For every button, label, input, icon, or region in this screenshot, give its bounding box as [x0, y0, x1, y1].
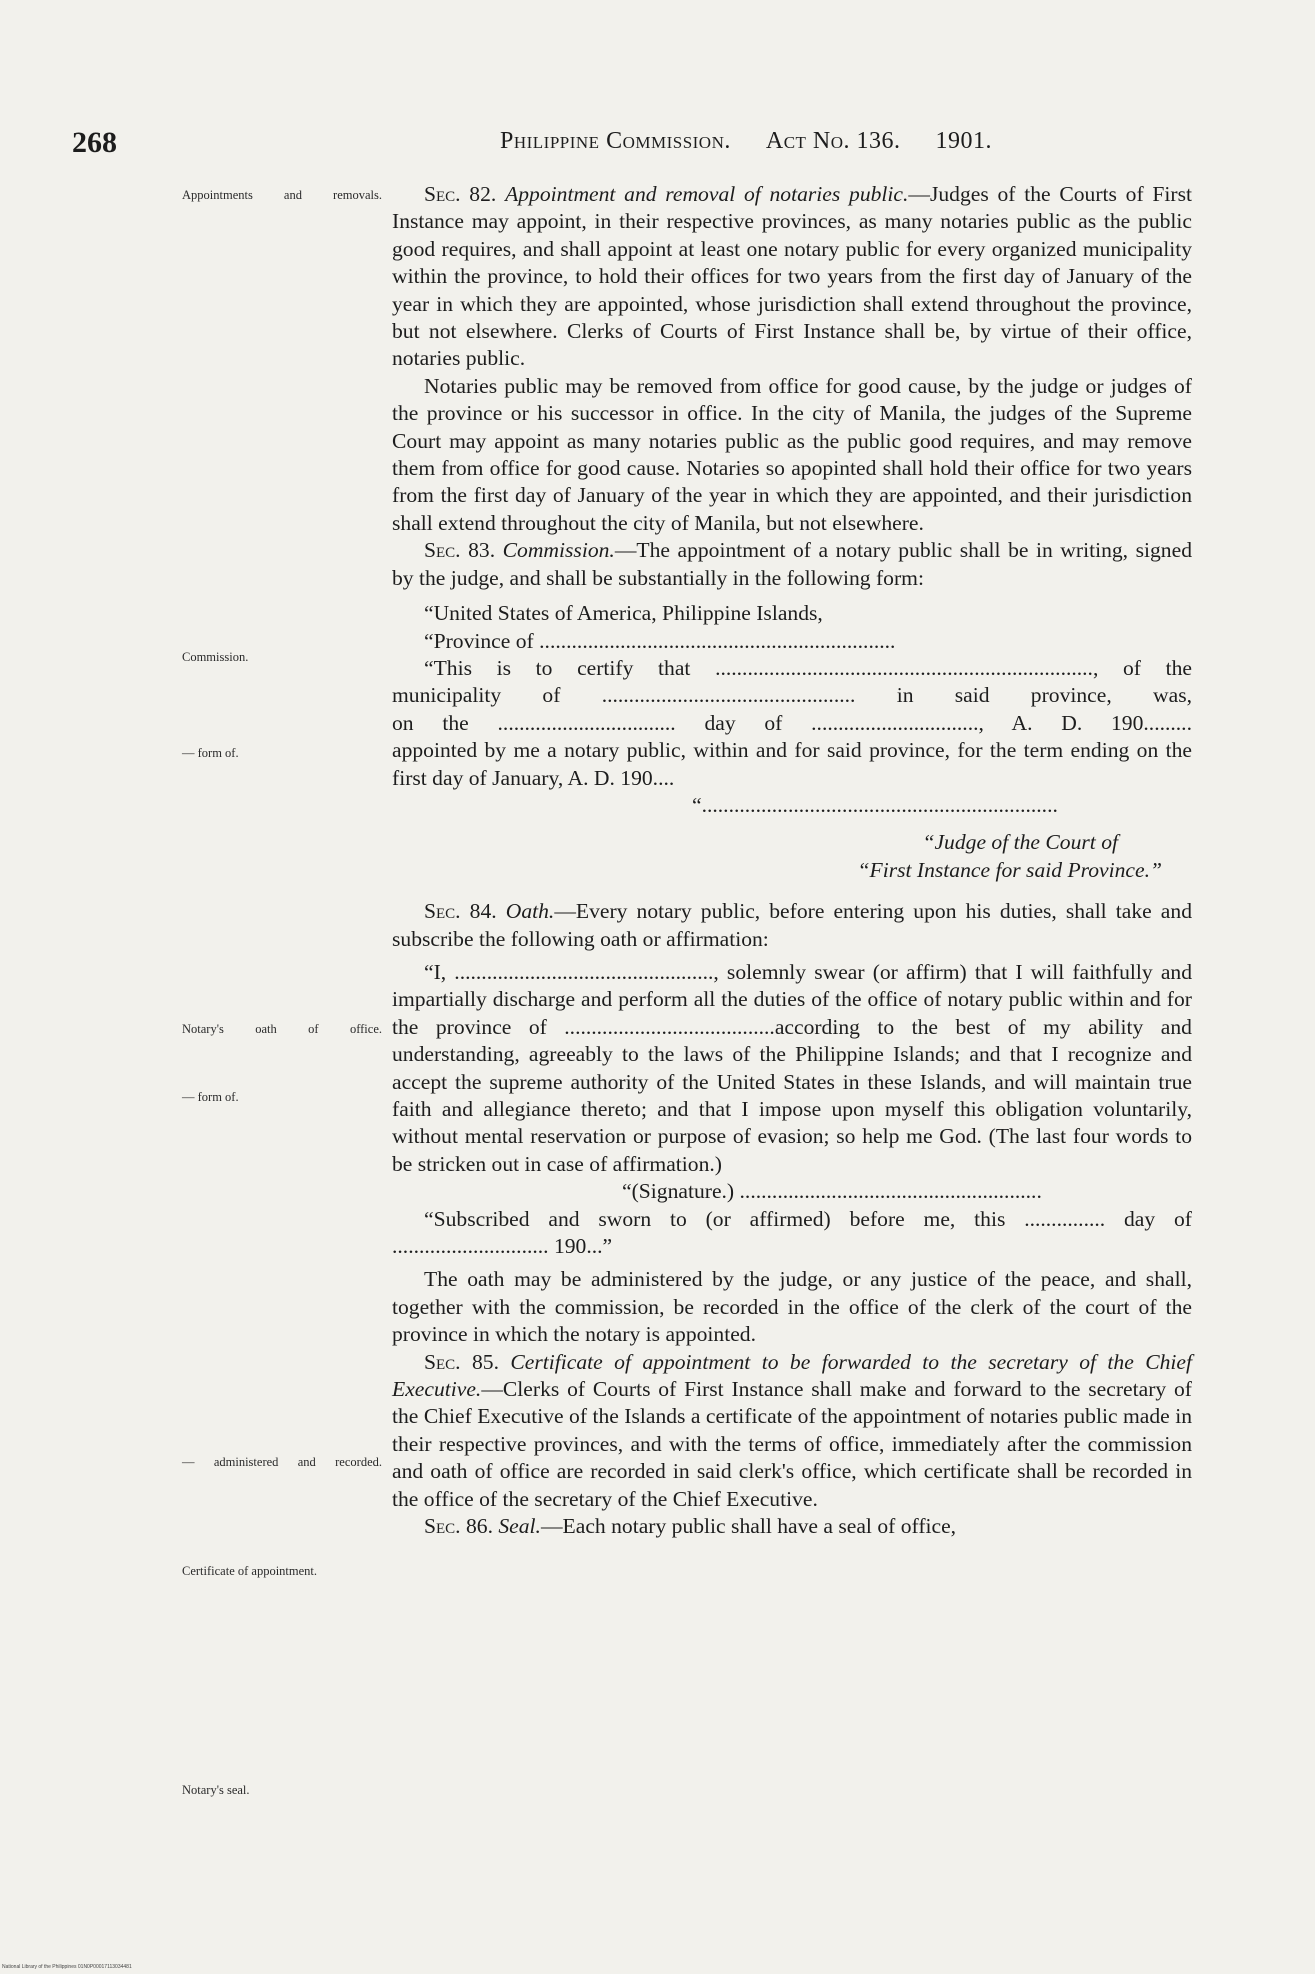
judge-line2: “First Instance for said Province.”	[857, 857, 1162, 882]
section-85-text: —Clerks of Courts of First Instance shall make and forward to the secretary of the Chief Executive of the Islands a certificate of the appointment of notaries public made in their respective provinces, and with the terms of office, immediately after the commission and oath of office are recorded in said clerk's office, which certificate shall be recorded in the office of the secretary of the Chief Executive.	[392, 1377, 1192, 1511]
oath-signature	[392, 1178, 1192, 1205]
library-watermark: National Library of the Philippines 01N0P00017113034481	[2, 1964, 132, 1970]
oath-text-part2: according to the best of my ability and understanding, agreeably to the laws of the Philippine Islands; and that I recognize and accept the supreme authority of the United States in these Islands, and will maintain true faith and allegiance thereto; and that I impose upon myself this obligation voluntarily, without mental reservation or purpose of evasion; so help me God. (The last four words to be stricken out in case of affirmation.)	[392, 1014, 1192, 1176]
main-text	[392, 181, 1192, 1541]
margin-note-commission: Commission.	[182, 650, 249, 664]
section-86-text: —Each notary public shall have a seal of office,	[540, 1514, 957, 1539]
subscribed-dots2: .............................	[392, 1234, 549, 1259]
form-municipality-label: municipality of	[392, 683, 602, 708]
oath-text-part1: , solemnly swear (or affirm) that I will faithfully and impartially discharge and perform all the duties of the office of notary public within and for the province of	[392, 959, 1192, 1039]
margin-note-administered: — administered and recorded.	[182, 1455, 382, 1469]
form-year-dots: .........	[1143, 710, 1192, 735]
oath-name-dots: ................................................	[454, 959, 714, 984]
margin-note-seal: Notary's seal.	[182, 1783, 250, 1797]
section-83-label: Sec. 83.	[424, 538, 496, 563]
form-certify-dots: ......................................................................	[715, 655, 1093, 680]
section-85-label: Sec. 85.	[424, 1349, 499, 1374]
section-83	[392, 537, 1192, 592]
section-82-text: —Judges of the Courts of First Instance may appoint, in their respective provinces, as many notaries public as the public good requires, and shall appoint at least one notary public for every organized municipality within the province, to hold their offices for two years from the first day of January of the year in which they are appointed, whose jurisdiction shall extend throughout the province, but not elsewhere. Clerks of Courts of First Instance shall be, by virtue of their office, notaries public.	[392, 182, 1192, 371]
commission-signature-dots: “..................................................................	[692, 792, 1058, 817]
oath-i: “I,	[424, 959, 455, 984]
section-85-title: Certificate of appointment to be forwarded to the secretary of the Chief Executive.	[392, 1349, 1192, 1402]
form-date-dots2: ...............................	[811, 710, 979, 735]
section-82-title: Appointment and removal of notaries public.	[505, 182, 909, 206]
form-certify-label: “This is to certify that	[424, 655, 716, 680]
margin-note-appointments: Appointments and removals.	[182, 188, 382, 202]
commission-form-line1: “United States of America, Philippine Islands,	[424, 601, 823, 626]
oath-signature-dots: ........................................................	[739, 1179, 1042, 1204]
form-certify-suffix: , of the	[1092, 655, 1192, 680]
form-date-label: on the	[392, 710, 498, 735]
subscribed-day-of: day of	[1105, 1206, 1192, 1231]
section-82	[392, 181, 1192, 373]
oath-form	[392, 959, 1192, 1178]
section-83-title: Commission.	[502, 538, 615, 563]
running-head-act: Act No. 136.	[765, 128, 901, 154]
section-82-para2: Notaries public may be removed from office for good cause, by the judge or judges of the province or his successor in office. In the city of Manila, the judges of the Supreme Court may appoint as many notaries public as the public good requires, and may remove them from office for good cause. Notaries so apopinted shall hold their office for two years from the first day of January of the year in which they are appointed, and their jurisdiction shall extend throughout the city of Manila, but not elsewhere.	[392, 373, 1192, 535]
running-head-year: 1901.	[935, 128, 993, 154]
form-province-dots: ..................................................................	[539, 628, 896, 653]
running-head	[500, 128, 992, 155]
oath-subscribed	[392, 1206, 1192, 1261]
form-province-label: “Province of	[424, 628, 540, 653]
form-date-dots1: .................................	[497, 710, 676, 735]
margin-note-form-commission: — form of.	[182, 746, 239, 760]
margin-note-form-oath: — form of.	[182, 1090, 239, 1104]
oath-administered: The oath may be administered by the judge, or any justice of the peace, and shall, together with the commission, be recorded in the office of the clerk of the court of the province in which the notary is appointed.	[392, 1267, 1192, 1347]
form-municipality-dots: ...............................................	[601, 683, 856, 708]
subscribed-dots1: ...............	[1024, 1206, 1106, 1231]
form-day-of: day of	[675, 710, 812, 735]
commission-form-line3	[392, 655, 1192, 682]
oath-province-dots: .......................................	[564, 1014, 775, 1039]
subscribed-text: “Subscribed and sworn to (or affirmed) before me, this	[424, 1206, 1025, 1231]
commission-form-line5	[392, 710, 1192, 737]
judge-line1: “Judge of the Court of	[922, 830, 1118, 855]
oath-signature-label: “(Signature.)	[622, 1179, 735, 1204]
section-86-title: Seal.	[498, 1514, 541, 1539]
form-municipality-suffix: in said province, was,	[855, 683, 1193, 708]
margin-note-oath: Notary's oath of office.	[182, 1022, 382, 1036]
running-head-title: Philippine Commission.	[500, 128, 731, 154]
margin-note-certificate: Certificate of appointment.	[182, 1564, 318, 1578]
section-86-label: Sec. 86.	[424, 1514, 493, 1539]
section-85	[392, 1349, 1192, 1513]
commission-form-line4	[392, 682, 1192, 709]
section-86	[392, 1513, 1192, 1540]
section-82-label: Sec. 82.	[424, 182, 497, 206]
subscribed-year: 190...”	[548, 1234, 613, 1259]
section-84-title: Oath.	[505, 899, 555, 924]
commission-form-line2	[392, 628, 1192, 655]
section-84-label: Sec. 84.	[424, 899, 497, 924]
page-number: 268	[72, 126, 117, 159]
section-84-text: —Every notary public, before entering upon his duties, shall take and subscribe the following oath or affirmation:	[392, 899, 1192, 951]
commission-form-line6: appointed by me a notary public, within and for said province, for the term ending on the first day of January, A. D. 190....	[392, 738, 1192, 790]
form-year-label: , A. D. 190	[978, 710, 1144, 735]
section-84	[392, 898, 1192, 953]
section-83-text: —The appointment of a notary public shall be in writing, signed by the judge, and shall be substantially in the following form:	[392, 538, 1192, 590]
